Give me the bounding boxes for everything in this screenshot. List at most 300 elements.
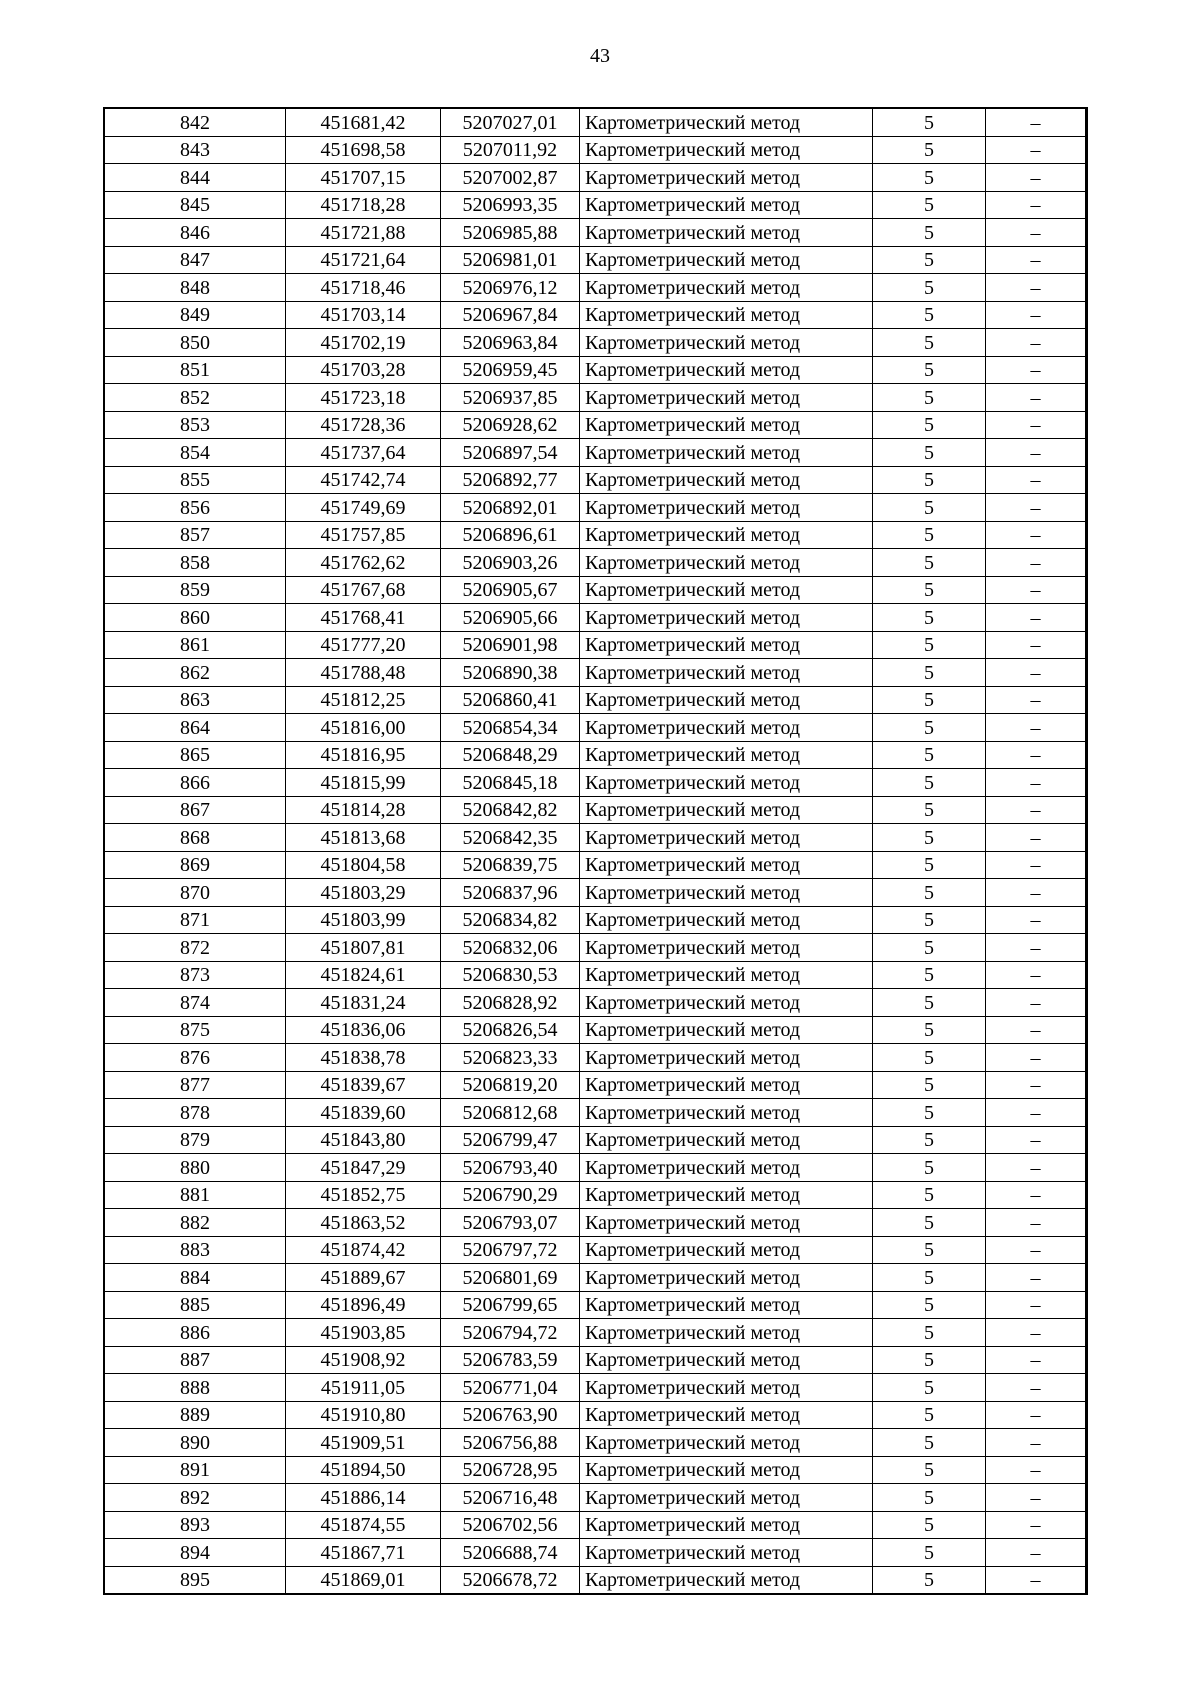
note-cell: –: [986, 1209, 1087, 1237]
table-row: [104, 219, 1087, 247]
y-coordinate-cell: 5206860,41: [441, 686, 580, 714]
x-coordinate-cell: 451804,58: [286, 851, 441, 879]
table-row: [104, 191, 1087, 219]
accuracy-cell: 5: [873, 411, 986, 439]
y-coordinate-cell: 5206959,45: [441, 356, 580, 384]
table-row: [104, 604, 1087, 632]
accuracy-cell: 5: [873, 1319, 986, 1347]
accuracy-cell: 5: [873, 1154, 986, 1182]
table-row: [104, 1016, 1087, 1044]
note-cell: –: [986, 1346, 1087, 1374]
table-row: [104, 1346, 1087, 1374]
y-coordinate-cell: 5206763,90: [441, 1401, 580, 1429]
x-coordinate-cell: 451831,24: [286, 989, 441, 1017]
point-number-cell: 881: [104, 1181, 286, 1209]
y-coordinate-cell: 5206812,68: [441, 1099, 580, 1127]
x-coordinate-cell: 451847,29: [286, 1154, 441, 1182]
point-number-cell: 893: [104, 1511, 286, 1539]
accuracy-cell: 5: [873, 796, 986, 824]
x-coordinate-cell: 451816,95: [286, 741, 441, 769]
note-cell: –: [986, 879, 1087, 907]
point-number-cell: 844: [104, 164, 286, 192]
accuracy-cell: 5: [873, 741, 986, 769]
x-coordinate-cell: 451813,68: [286, 824, 441, 852]
y-coordinate-cell: 5206801,69: [441, 1264, 580, 1292]
table-row: [104, 521, 1087, 549]
table-row: [104, 1539, 1087, 1567]
table-row: [104, 1484, 1087, 1512]
note-cell: –: [986, 659, 1087, 687]
method-cell: Картометрический метод: [580, 1264, 873, 1292]
note-cell: –: [986, 1071, 1087, 1099]
x-coordinate-cell: 451721,64: [286, 246, 441, 274]
y-coordinate-cell: 5206756,88: [441, 1429, 580, 1457]
y-coordinate-cell: 5206892,01: [441, 494, 580, 522]
x-coordinate-cell: 451703,14: [286, 301, 441, 329]
note-cell: –: [986, 1511, 1087, 1539]
accuracy-cell: 5: [873, 301, 986, 329]
x-coordinate-cell: 451698,58: [286, 136, 441, 164]
note-cell: –: [986, 1044, 1087, 1072]
accuracy-cell: 5: [873, 246, 986, 274]
point-number-cell: 875: [104, 1016, 286, 1044]
method-cell: Картометрический метод: [580, 1016, 873, 1044]
method-cell: Картометрический метод: [580, 191, 873, 219]
table-row: [104, 246, 1087, 274]
method-cell: Картометрический метод: [580, 1044, 873, 1072]
point-number-cell: 884: [104, 1264, 286, 1292]
y-coordinate-cell: 5206842,35: [441, 824, 580, 852]
table-row: [104, 576, 1087, 604]
point-number-cell: 887: [104, 1346, 286, 1374]
accuracy-cell: 5: [873, 1401, 986, 1429]
table-row: [104, 439, 1087, 467]
y-coordinate-cell: 5206903,26: [441, 549, 580, 577]
method-cell: Картометрический метод: [580, 686, 873, 714]
table-row: [104, 631, 1087, 659]
y-coordinate-cell: 5206897,54: [441, 439, 580, 467]
method-cell: Картометрический метод: [580, 1154, 873, 1182]
table-row: [104, 686, 1087, 714]
point-number-cell: 874: [104, 989, 286, 1017]
accuracy-cell: 5: [873, 1016, 986, 1044]
x-coordinate-cell: 451718,28: [286, 191, 441, 219]
point-number-cell: 856: [104, 494, 286, 522]
point-number-cell: 866: [104, 769, 286, 797]
note-cell: –: [986, 796, 1087, 824]
table-row: [104, 1181, 1087, 1209]
method-cell: Картометрический метод: [580, 356, 873, 384]
accuracy-cell: 5: [873, 906, 986, 934]
method-cell: Картометрический метод: [580, 1511, 873, 1539]
y-coordinate-cell: 5206985,88: [441, 219, 580, 247]
x-coordinate-cell: 451839,60: [286, 1099, 441, 1127]
table-row: [104, 329, 1087, 357]
table-row: [104, 1401, 1087, 1429]
note-cell: –: [986, 714, 1087, 742]
y-coordinate-cell: 5207027,01: [441, 108, 580, 136]
y-coordinate-cell: 5206839,75: [441, 851, 580, 879]
point-number-cell: 861: [104, 631, 286, 659]
note-cell: –: [986, 274, 1087, 302]
x-coordinate-cell: 451911,05: [286, 1374, 441, 1402]
accuracy-cell: 5: [873, 1264, 986, 1292]
point-number-cell: 890: [104, 1429, 286, 1457]
note-cell: –: [986, 1291, 1087, 1319]
method-cell: Картометрический метод: [580, 879, 873, 907]
x-coordinate-cell: 451728,36: [286, 411, 441, 439]
x-coordinate-cell: 451815,99: [286, 769, 441, 797]
method-cell: Картометрический метод: [580, 851, 873, 879]
point-number-cell: 848: [104, 274, 286, 302]
accuracy-cell: 5: [873, 1346, 986, 1374]
x-coordinate-cell: 451812,25: [286, 686, 441, 714]
x-coordinate-cell: 451749,69: [286, 494, 441, 522]
note-cell: –: [986, 466, 1087, 494]
note-cell: –: [986, 494, 1087, 522]
table-row: [104, 164, 1087, 192]
table-row: [104, 989, 1087, 1017]
y-coordinate-cell: 5206837,96: [441, 879, 580, 907]
table-row: [104, 411, 1087, 439]
method-cell: Картометрический метод: [580, 384, 873, 412]
note-cell: –: [986, 604, 1087, 632]
note-cell: –: [986, 1374, 1087, 1402]
y-coordinate-cell: 5206937,85: [441, 384, 580, 412]
table-row: [104, 1264, 1087, 1292]
accuracy-cell: 5: [873, 356, 986, 384]
note-cell: –: [986, 1401, 1087, 1429]
method-cell: Картометрический метод: [580, 1209, 873, 1237]
note-cell: –: [986, 1181, 1087, 1209]
y-coordinate-cell: 5206892,77: [441, 466, 580, 494]
y-coordinate-cell: 5206890,38: [441, 659, 580, 687]
point-number-cell: 886: [104, 1319, 286, 1347]
method-cell: Картометрический метод: [580, 631, 873, 659]
y-coordinate-cell: 5206993,35: [441, 191, 580, 219]
note-cell: –: [986, 1126, 1087, 1154]
accuracy-cell: 5: [873, 1484, 986, 1512]
table-row: [104, 714, 1087, 742]
note-cell: –: [986, 521, 1087, 549]
point-number-cell: 872: [104, 934, 286, 962]
note-cell: –: [986, 741, 1087, 769]
point-number-cell: 855: [104, 466, 286, 494]
table-row: [104, 879, 1087, 907]
y-coordinate-cell: 5206819,20: [441, 1071, 580, 1099]
accuracy-cell: 5: [873, 1071, 986, 1099]
point-number-cell: 867: [104, 796, 286, 824]
note-cell: –: [986, 824, 1087, 852]
x-coordinate-cell: 451867,71: [286, 1539, 441, 1567]
note-cell: –: [986, 1456, 1087, 1484]
x-coordinate-cell: 451742,74: [286, 466, 441, 494]
accuracy-cell: 5: [873, 1429, 986, 1457]
y-coordinate-cell: 5206976,12: [441, 274, 580, 302]
method-cell: Картометрический метод: [580, 1539, 873, 1567]
method-cell: Картометрический метод: [580, 1346, 873, 1374]
method-cell: Картометрический метод: [580, 604, 873, 632]
y-coordinate-cell: 5206799,47: [441, 1126, 580, 1154]
table-row: [104, 1319, 1087, 1347]
point-number-cell: 862: [104, 659, 286, 687]
y-coordinate-cell: 5206716,48: [441, 1484, 580, 1512]
method-cell: Картометрический метод: [580, 164, 873, 192]
note-cell: –: [986, 1319, 1087, 1347]
x-coordinate-cell: 451910,80: [286, 1401, 441, 1429]
note-cell: –: [986, 576, 1087, 604]
x-coordinate-cell: 451874,42: [286, 1236, 441, 1264]
accuracy-cell: 5: [873, 1044, 986, 1072]
x-coordinate-cell: 451836,06: [286, 1016, 441, 1044]
accuracy-cell: 5: [873, 961, 986, 989]
y-coordinate-cell: 5206793,40: [441, 1154, 580, 1182]
point-number-cell: 852: [104, 384, 286, 412]
note-cell: –: [986, 906, 1087, 934]
accuracy-cell: 5: [873, 851, 986, 879]
point-number-cell: 882: [104, 1209, 286, 1237]
accuracy-cell: 5: [873, 439, 986, 467]
point-number-cell: 878: [104, 1099, 286, 1127]
method-cell: Картометрический метод: [580, 219, 873, 247]
accuracy-cell: 5: [873, 164, 986, 192]
y-coordinate-cell: 5206854,34: [441, 714, 580, 742]
accuracy-cell: 5: [873, 1374, 986, 1402]
table-row: [104, 906, 1087, 934]
y-coordinate-cell: 5206830,53: [441, 961, 580, 989]
accuracy-cell: 5: [873, 714, 986, 742]
method-cell: Картометрический метод: [580, 1071, 873, 1099]
method-cell: Картометрический метод: [580, 741, 873, 769]
table-row: [104, 466, 1087, 494]
accuracy-cell: 5: [873, 494, 986, 522]
method-cell: Картометрический метод: [580, 246, 873, 274]
table-row: [104, 1044, 1087, 1072]
y-coordinate-cell: 5206797,72: [441, 1236, 580, 1264]
table-row: [104, 1099, 1087, 1127]
point-number-cell: 864: [104, 714, 286, 742]
accuracy-cell: 5: [873, 1099, 986, 1127]
table-row: [104, 494, 1087, 522]
note-cell: –: [986, 1566, 1087, 1594]
x-coordinate-cell: 451803,99: [286, 906, 441, 934]
note-cell: –: [986, 191, 1087, 219]
accuracy-cell: 5: [873, 108, 986, 136]
y-coordinate-cell: 5206826,54: [441, 1016, 580, 1044]
y-coordinate-cell: 5206688,74: [441, 1539, 580, 1567]
method-cell: Картометрический метод: [580, 824, 873, 852]
x-coordinate-cell: 451681,42: [286, 108, 441, 136]
note-cell: –: [986, 1539, 1087, 1567]
point-number-cell: 891: [104, 1456, 286, 1484]
table-row: [104, 961, 1087, 989]
y-coordinate-cell: 5206799,65: [441, 1291, 580, 1319]
table-row: [104, 1566, 1087, 1594]
point-number-cell: 860: [104, 604, 286, 632]
y-coordinate-cell: 5207011,92: [441, 136, 580, 164]
y-coordinate-cell: 5206845,18: [441, 769, 580, 797]
coordinates-table: [103, 107, 1088, 1595]
table-row: [104, 108, 1087, 136]
method-cell: Картометрический метод: [580, 136, 873, 164]
point-number-cell: 863: [104, 686, 286, 714]
x-coordinate-cell: 451803,29: [286, 879, 441, 907]
note-cell: –: [986, 989, 1087, 1017]
method-cell: Картометрический метод: [580, 1374, 873, 1402]
coordinates-table-body: [104, 108, 1087, 1594]
method-cell: Картометрический метод: [580, 301, 873, 329]
accuracy-cell: 5: [873, 631, 986, 659]
x-coordinate-cell: 451863,52: [286, 1209, 441, 1237]
note-cell: –: [986, 961, 1087, 989]
accuracy-cell: 5: [873, 1126, 986, 1154]
note-cell: –: [986, 769, 1087, 797]
note-cell: –: [986, 384, 1087, 412]
x-coordinate-cell: 451702,19: [286, 329, 441, 357]
point-number-cell: 851: [104, 356, 286, 384]
y-coordinate-cell: 5206901,98: [441, 631, 580, 659]
point-number-cell: 888: [104, 1374, 286, 1402]
point-number-cell: 877: [104, 1071, 286, 1099]
x-coordinate-cell: 451909,51: [286, 1429, 441, 1457]
note-cell: –: [986, 164, 1087, 192]
accuracy-cell: 5: [873, 466, 986, 494]
y-coordinate-cell: 5206783,59: [441, 1346, 580, 1374]
accuracy-cell: 5: [873, 1291, 986, 1319]
note-cell: –: [986, 219, 1087, 247]
table-row: [104, 851, 1087, 879]
table-row: [104, 549, 1087, 577]
x-coordinate-cell: 451718,46: [286, 274, 441, 302]
x-coordinate-cell: 451852,75: [286, 1181, 441, 1209]
note-cell: –: [986, 411, 1087, 439]
accuracy-cell: 5: [873, 549, 986, 577]
x-coordinate-cell: 451874,55: [286, 1511, 441, 1539]
method-cell: Картометрический метод: [580, 576, 873, 604]
x-coordinate-cell: 451824,61: [286, 961, 441, 989]
table-row: [104, 659, 1087, 687]
x-coordinate-cell: 451777,20: [286, 631, 441, 659]
table-row: [104, 934, 1087, 962]
note-cell: –: [986, 246, 1087, 274]
y-coordinate-cell: 5206905,67: [441, 576, 580, 604]
point-number-cell: 871: [104, 906, 286, 934]
method-cell: Картометрический метод: [580, 1236, 873, 1264]
note-cell: –: [986, 1484, 1087, 1512]
point-number-cell: 869: [104, 851, 286, 879]
x-coordinate-cell: 451908,92: [286, 1346, 441, 1374]
point-number-cell: 847: [104, 246, 286, 274]
point-number-cell: 842: [104, 108, 286, 136]
y-coordinate-cell: 5206981,01: [441, 246, 580, 274]
note-cell: –: [986, 1099, 1087, 1127]
note-cell: –: [986, 1016, 1087, 1044]
x-coordinate-cell: 451894,50: [286, 1456, 441, 1484]
y-coordinate-cell: 5206678,72: [441, 1566, 580, 1594]
method-cell: Картометрический метод: [580, 439, 873, 467]
accuracy-cell: 5: [873, 989, 986, 1017]
y-coordinate-cell: 5207002,87: [441, 164, 580, 192]
method-cell: Картометрический метод: [580, 274, 873, 302]
accuracy-cell: 5: [873, 604, 986, 632]
method-cell: Картометрический метод: [580, 714, 873, 742]
method-cell: Картометрический метод: [580, 1099, 873, 1127]
point-number-cell: 868: [104, 824, 286, 852]
note-cell: –: [986, 1154, 1087, 1182]
y-coordinate-cell: 5206896,61: [441, 521, 580, 549]
point-number-cell: 873: [104, 961, 286, 989]
table-row: [104, 1456, 1087, 1484]
y-coordinate-cell: 5206702,56: [441, 1511, 580, 1539]
point-number-cell: 865: [104, 741, 286, 769]
method-cell: Картометрический метод: [580, 796, 873, 824]
y-coordinate-cell: 5206832,06: [441, 934, 580, 962]
method-cell: Картометрический метод: [580, 934, 873, 962]
accuracy-cell: 5: [873, 1539, 986, 1567]
method-cell: Картометрический метод: [580, 1566, 873, 1594]
point-number-cell: 885: [104, 1291, 286, 1319]
method-cell: Картометрический метод: [580, 1456, 873, 1484]
method-cell: Картометрический метод: [580, 769, 873, 797]
x-coordinate-cell: 451869,01: [286, 1566, 441, 1594]
x-coordinate-cell: 451838,78: [286, 1044, 441, 1072]
accuracy-cell: 5: [873, 384, 986, 412]
y-coordinate-cell: 5206794,72: [441, 1319, 580, 1347]
method-cell: Картометрический метод: [580, 108, 873, 136]
table-row: [104, 384, 1087, 412]
x-coordinate-cell: 451707,15: [286, 164, 441, 192]
point-number-cell: 854: [104, 439, 286, 467]
note-cell: –: [986, 1429, 1087, 1457]
accuracy-cell: 5: [873, 824, 986, 852]
accuracy-cell: 5: [873, 274, 986, 302]
table-row: [104, 1154, 1087, 1182]
accuracy-cell: 5: [873, 1511, 986, 1539]
accuracy-cell: 5: [873, 769, 986, 797]
method-cell: Картометрический метод: [580, 1484, 873, 1512]
table-row: [104, 1236, 1087, 1264]
method-cell: Картометрический метод: [580, 1126, 873, 1154]
accuracy-cell: 5: [873, 686, 986, 714]
accuracy-cell: 5: [873, 576, 986, 604]
y-coordinate-cell: 5206793,07: [441, 1209, 580, 1237]
table-row: [104, 136, 1087, 164]
point-number-cell: 892: [104, 1484, 286, 1512]
point-number-cell: 845: [104, 191, 286, 219]
x-coordinate-cell: 451721,88: [286, 219, 441, 247]
accuracy-cell: 5: [873, 329, 986, 357]
y-coordinate-cell: 5206848,29: [441, 741, 580, 769]
method-cell: Картометрический метод: [580, 1181, 873, 1209]
accuracy-cell: 5: [873, 521, 986, 549]
table-row: [104, 274, 1087, 302]
method-cell: Картометрический метод: [580, 494, 873, 522]
table-row: [104, 301, 1087, 329]
method-cell: Картометрический метод: [580, 549, 873, 577]
method-cell: Картометрический метод: [580, 1429, 873, 1457]
note-cell: –: [986, 631, 1087, 659]
method-cell: Картометрический метод: [580, 466, 873, 494]
point-number-cell: 870: [104, 879, 286, 907]
note-cell: –: [986, 329, 1087, 357]
point-number-cell: 857: [104, 521, 286, 549]
x-coordinate-cell: 451768,41: [286, 604, 441, 632]
accuracy-cell: 5: [873, 219, 986, 247]
point-number-cell: 895: [104, 1566, 286, 1594]
point-number-cell: 889: [104, 1401, 286, 1429]
note-cell: –: [986, 136, 1087, 164]
point-number-cell: 876: [104, 1044, 286, 1072]
